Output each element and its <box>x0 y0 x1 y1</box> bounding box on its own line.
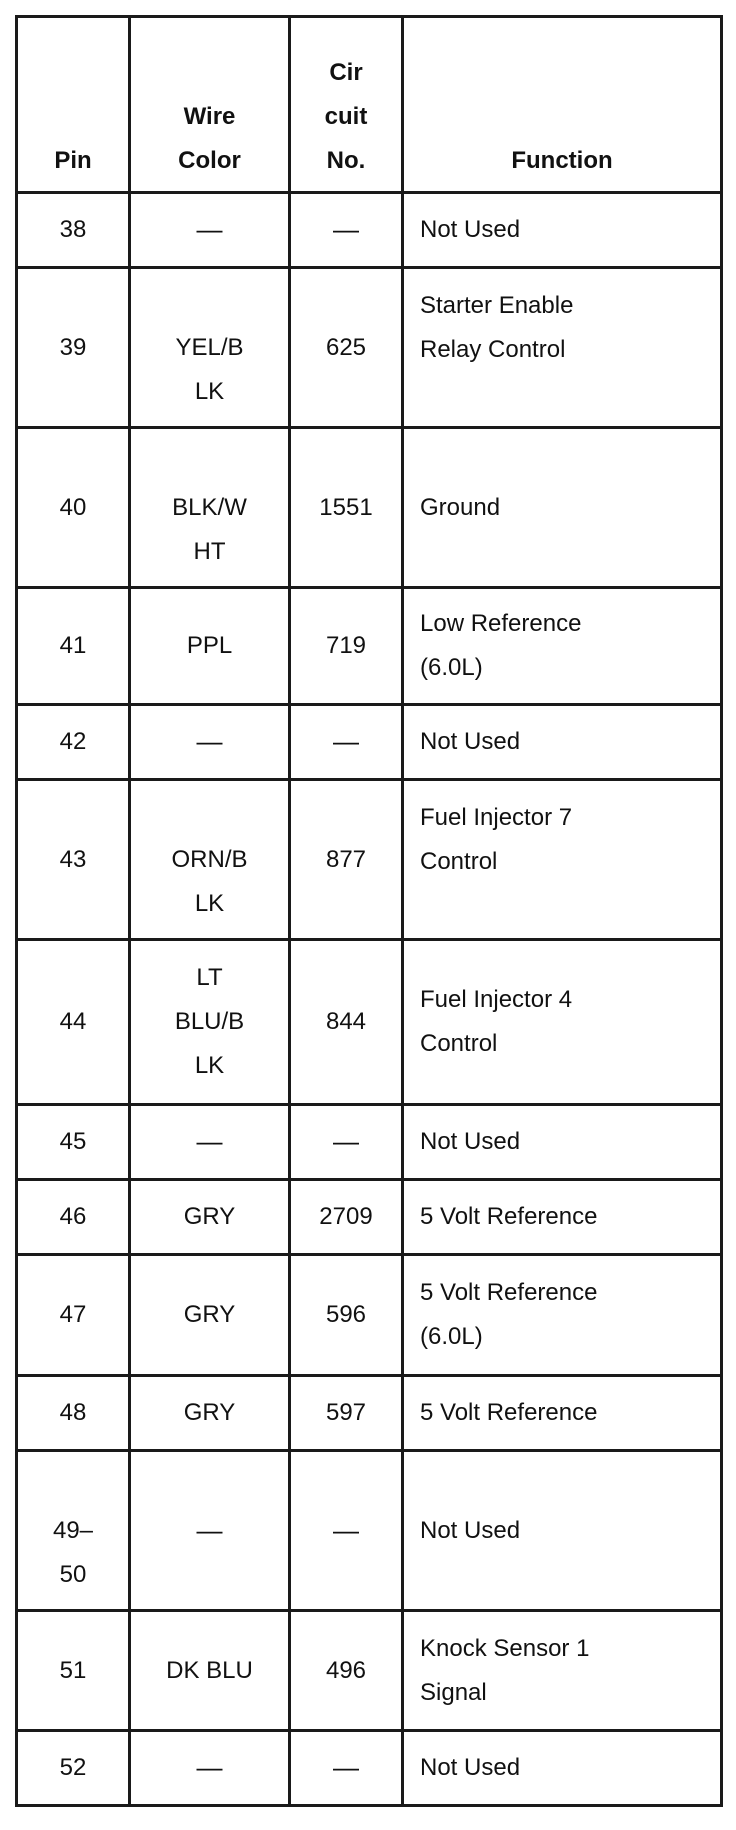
table-row <box>17 1376 722 1451</box>
table-row <box>17 193 722 268</box>
wire-color-cell: — <box>130 1451 290 1611</box>
circuit-cell: 719 <box>290 588 403 705</box>
table-row <box>17 780 722 940</box>
function-cell: Knock Sensor 1 Signal <box>403 1611 722 1731</box>
header-circuit-number: Cir cuit No. <box>290 17 403 193</box>
circuit-cell: 496 <box>290 1611 403 1731</box>
wire-color-cell: — <box>130 705 290 780</box>
table-row <box>17 940 722 1105</box>
circuit-cell: — <box>290 1105 403 1180</box>
wire-color-cell: GRY <box>130 1376 290 1451</box>
function-cell: 5 Volt Reference <box>403 1376 722 1451</box>
table-row <box>17 588 722 705</box>
pin-cell: 45 <box>17 1105 130 1180</box>
table-row <box>17 1731 722 1806</box>
function-cell: Not Used <box>403 705 722 780</box>
circuit-cell: 625 <box>290 268 403 428</box>
circuit-cell: — <box>290 705 403 780</box>
function-cell: 5 Volt Reference <box>403 1180 722 1255</box>
pin-cell: 41 <box>17 588 130 705</box>
function-cell: 5 Volt Reference (6.0L) <box>403 1255 722 1376</box>
circuit-cell: 877 <box>290 780 403 940</box>
table-row <box>17 268 722 428</box>
pin-cell: 46 <box>17 1180 130 1255</box>
header-function: Function <box>403 17 722 193</box>
wire-color-cell: GRY <box>130 1180 290 1255</box>
function-cell: Not Used <box>403 1731 722 1806</box>
connector-pin-table <box>15 15 723 1807</box>
pin-cell: 44 <box>17 940 130 1105</box>
pin-cell: 47 <box>17 1255 130 1376</box>
function-cell: Ground <box>403 428 722 588</box>
pin-cell: 48 <box>17 1376 130 1451</box>
circuit-cell: 596 <box>290 1255 403 1376</box>
header-pin: Pin <box>17 17 130 193</box>
function-cell: Fuel Injector 7 Control <box>403 780 722 940</box>
circuit-cell: 2709 <box>290 1180 403 1255</box>
wire-color-cell: LT BLU/B LK <box>130 940 290 1105</box>
pin-cell: 51 <box>17 1611 130 1731</box>
function-cell: Not Used <box>403 1105 722 1180</box>
table-row <box>17 1255 722 1376</box>
circuit-cell: — <box>290 193 403 268</box>
pin-cell: 52 <box>17 1731 130 1806</box>
table-row <box>17 1611 722 1731</box>
pin-cell: 40 <box>17 428 130 588</box>
wire-color-cell: YEL/B LK <box>130 268 290 428</box>
wire-color-cell: BLK/W HT <box>130 428 290 588</box>
circuit-cell: — <box>290 1451 403 1611</box>
wire-color-cell: — <box>130 1105 290 1180</box>
wire-color-cell: GRY <box>130 1255 290 1376</box>
table-row <box>17 1105 722 1180</box>
function-cell: Low Reference (6.0L) <box>403 588 722 705</box>
pin-cell: 38 <box>17 193 130 268</box>
wire-color-cell: DK BLU <box>130 1611 290 1731</box>
pin-cell: 49– 50 <box>17 1451 130 1611</box>
table-row <box>17 428 722 588</box>
table-row <box>17 1180 722 1255</box>
function-cell: Starter Enable Relay Control <box>403 268 722 428</box>
wire-color-cell: PPL <box>130 588 290 705</box>
pin-cell: 39 <box>17 268 130 428</box>
wire-color-cell: ORN/B LK <box>130 780 290 940</box>
table-row <box>17 705 722 780</box>
wire-color-cell: — <box>130 1731 290 1806</box>
function-cell: Not Used <box>403 1451 722 1611</box>
circuit-cell: 844 <box>290 940 403 1105</box>
circuit-cell: — <box>290 1731 403 1806</box>
circuit-cell: 597 <box>290 1376 403 1451</box>
connector-table-wrapper <box>15 15 723 1807</box>
table-row <box>17 1451 722 1611</box>
circuit-cell: 1551 <box>290 428 403 588</box>
function-cell: Fuel Injector 4 Control <box>403 940 722 1105</box>
header-row <box>17 17 722 193</box>
function-cell: Not Used <box>403 193 722 268</box>
header-wire-color: Wire Color <box>130 17 290 193</box>
wire-color-cell: — <box>130 193 290 268</box>
pin-cell: 42 <box>17 705 130 780</box>
pin-cell: 43 <box>17 780 130 940</box>
